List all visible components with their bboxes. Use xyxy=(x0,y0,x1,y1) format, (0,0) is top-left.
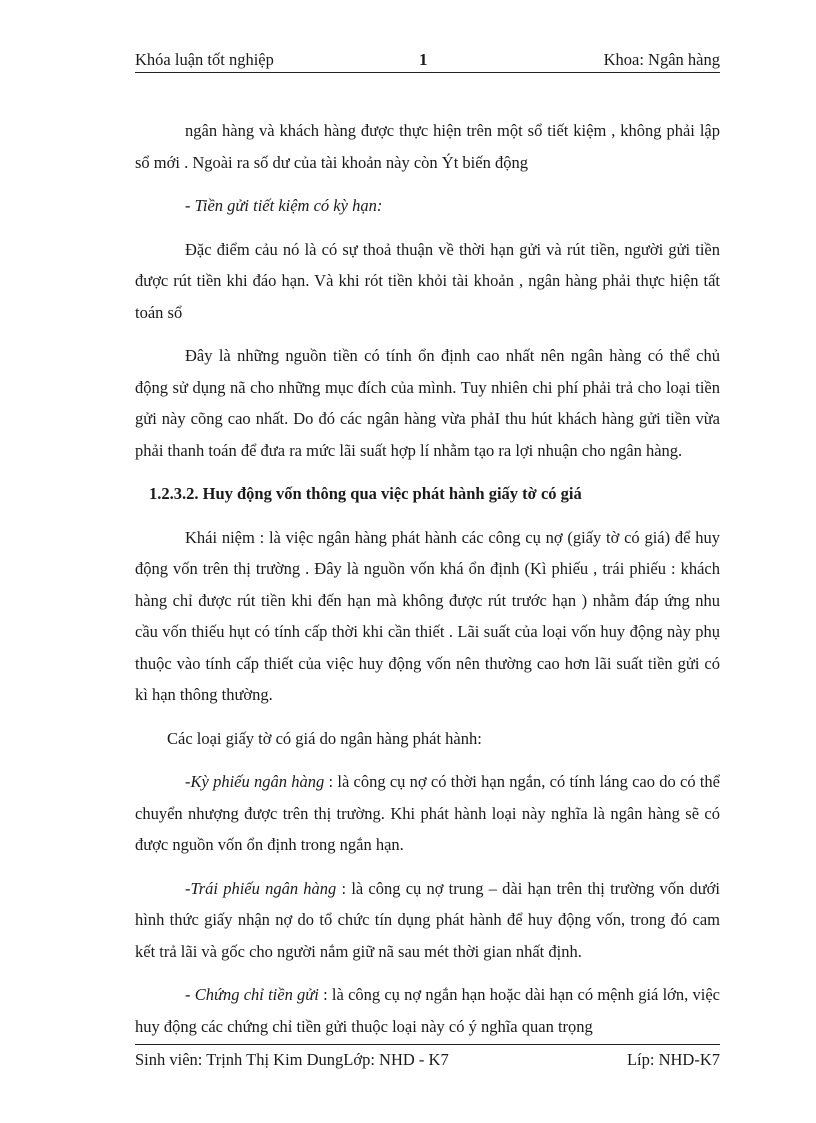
page-body xyxy=(135,115,720,1042)
paragraph-8 xyxy=(135,873,720,968)
page-header xyxy=(135,48,720,73)
footer-class-label: Líp: NHD-K7 xyxy=(626,1050,720,1069)
term-bank-bond: -Trái phiếu ngân hàng xyxy=(185,878,337,898)
term-promissory-note: -Kỳ phiếu ngân hàng xyxy=(185,772,325,791)
paragraph-3: Đặc điểm cảu nó là có sự thoả thuận về thời hạn gửi và rút tiền, người gửi tiền được rút tiền khi đáo hạn. Và khi rót tiền khỏi tài khoản , ngân hàng phải thực hiện tất toán sổ xyxy=(135,239,720,322)
paragraph-5: Khái niệm : là việc ngân hàng phát hành các công cụ nợ (giấy tờ có giá) để huy động vốn trên thị trường . Đây là nguồn vốn khá ổn định (Kì phiếu , trái phiếu : khách hàng chỉ được rút tiền khi đến hạn mà không được rút trước hạn ) nhằm đáp ứng nhu cầu vốn thiếu hụt có tính cấp thời khi cần thiết . Lãi suất của loại vốn huy động này phụ thuộc vào tính cấp thiết của việc huy động vốn nên thường cao hơn lãi suất tiền gửi có kì hạn thông thường. xyxy=(135,527,720,704)
header-thesis-label: Khóa luận tốt nghiệp xyxy=(135,50,274,69)
paragraph-8-text: : là công cụ nợ trung – dài hạn trên thị trường vốn dưới hình thức giấy nhận nợ do tổ chức tín dụng phát hành để huy động vốn, trong đó cam kết trả lãi và gốc cho người nắm giữ nã sau mét thời gian nhất định. xyxy=(135,878,720,961)
footer-student-label: Sinh viên: Trịnh Thị Kim DungLớp: NHD - K7 xyxy=(135,1050,449,1069)
section-heading: 1.2.3.2. Huy động vốn thông qua việc phát hành giấy tờ có giá xyxy=(149,484,582,503)
paragraph-6: Các loại giấy tờ có giá do ngân hàng phát hành: xyxy=(167,728,482,748)
header-faculty-label: Khoa: Ngân hàng xyxy=(603,50,720,69)
term-certificate-of-deposit: - Chứng chỉ tiền gửi xyxy=(185,985,319,1004)
paragraph-9 xyxy=(135,979,720,1042)
paragraph-7 xyxy=(135,766,720,861)
paragraph-7-text: : là công cụ nợ có thời hạn ngắn, có tính láng cao do có thể chuyển nhượng được trên thị trường. Khi phát hành loại này nghĩa là ngân hàng sẽ có được nguồn vốn ổn định trong ngắn hạn. xyxy=(135,772,721,854)
paragraph-4: Đây là những nguồn tiền có tính ổn định cao nhất nên ngân hàng có thể chủ động sử dụng nã cho những mục đích của mình. Tuy nhiên chi phí phải trả cho loại tiền gửi này cõng cao nhất. Do đó các ngân hàng vừa phảI thu hút khách hàng gửi tiền vừa phải thanh toán để đưa ra mức lãi suất hợp lí nhằm tạo ra lợi nhuận cho ngân hàng. xyxy=(135,346,720,460)
page-footer xyxy=(135,1044,720,1069)
page-number: 1 xyxy=(419,50,428,69)
paragraph-9-text: : là công cụ nợ ngắn hạn hoặc dài hạn có mệnh giá lớn, việc huy động các chứng chỉ tiền gửi thuộc loại này có ý nghĩa quan trọng xyxy=(135,985,720,1036)
subheading-term-savings: - Tiền gửi tiết kiệm có kỳ hạn: xyxy=(185,196,383,215)
paragraph-1: ngân hàng và khách hàng được thực hiện trên một sổ tiết kiệm , không phải lập sổ mới . Ngoài ra số dư của tài khoản này còn Ýt biến động xyxy=(135,121,720,172)
